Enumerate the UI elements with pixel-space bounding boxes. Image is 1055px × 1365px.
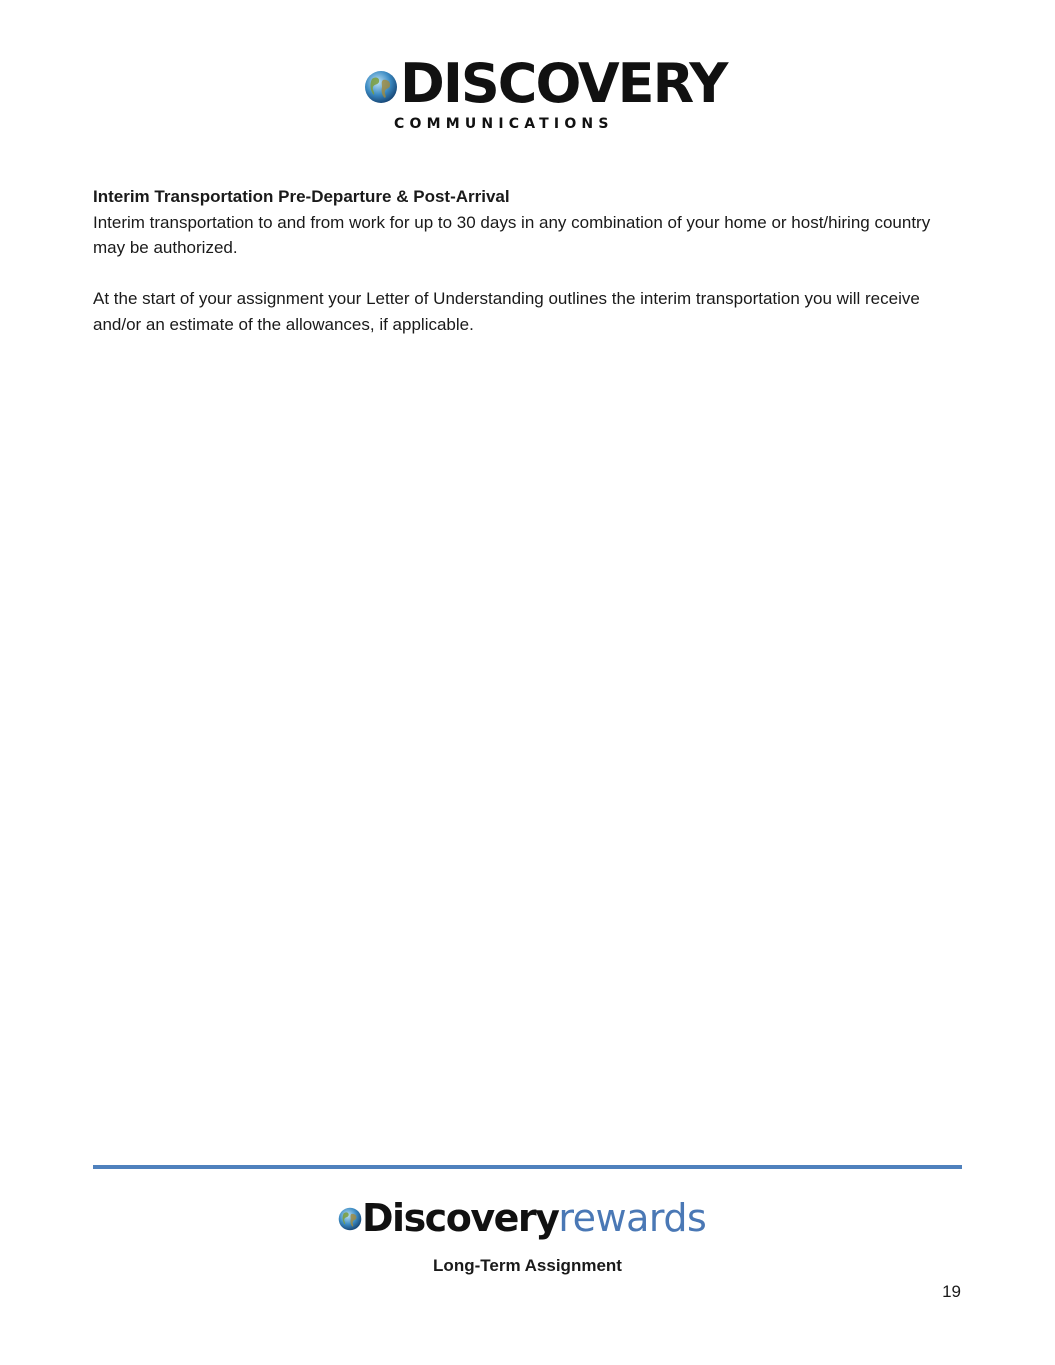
globe-icon <box>364 70 398 104</box>
page-number: 19 <box>942 1282 961 1301</box>
footer-logo-suffix: rewards <box>558 1196 707 1240</box>
paragraph-1: Interim transportation to and from work for up to 30 days in any combination of your home or host/hiring country may be authorized. <box>93 212 931 257</box>
discovery-communications-logo <box>362 52 727 138</box>
footer-logo-brand: Discovery <box>362 1196 559 1240</box>
logo-subtext: COMMUNICATIONS <box>394 116 614 132</box>
paragraph-2: At the start of your assignment your Letter of Understanding outlines the interim transportation you will receive and/or an estimate of the allowances, if applicable. <box>93 289 920 334</box>
document-body <box>93 184 963 337</box>
logo-wordmark: DISCOVERY <box>400 52 727 115</box>
footer-divider <box>93 1165 962 1169</box>
footer-caption: Long-Term Assignment <box>433 1256 622 1275</box>
globe-icon <box>338 1207 362 1231</box>
discovery-rewards-logo <box>338 1196 728 1242</box>
footer-logo-wordmark <box>362 1196 706 1240</box>
section-title: Interim Transportation Pre-Departure & Post-Arrival <box>93 187 510 206</box>
